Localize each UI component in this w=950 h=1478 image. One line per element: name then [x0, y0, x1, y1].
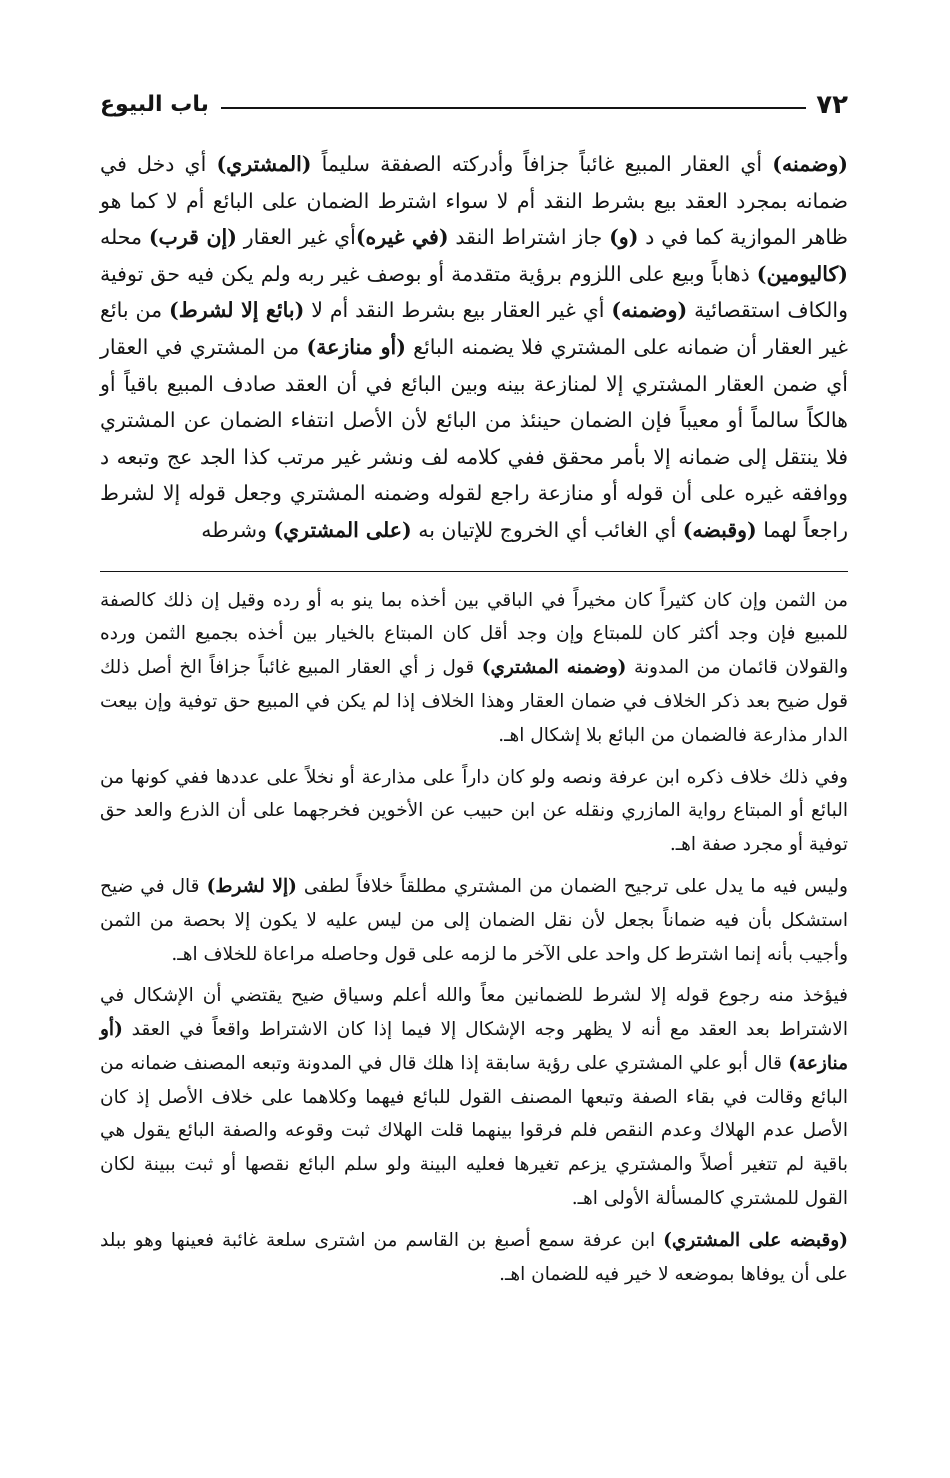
footnotes: [100, 584, 848, 1292]
chapter-title: باب البيوع: [100, 92, 209, 117]
lemma-term: (المشتري): [216, 152, 312, 176]
lemma-term: (في غيره): [355, 225, 449, 250]
lemma-term: (وضمنه): [611, 298, 688, 323]
footnote-paragraph: وفي ذلك خلاف ذكره ابن عرفة ونصه ولو كان داراً على مذارعة أو نخلاً على عددها ففي كونها من البائع أو المبتاع رواية المازري ونقله عن ابن حبيب عن الأخوين فخرجهما على أن الذرع والعد حق توفية أو مجرد صفة اهـ.: [100, 766, 848, 856]
lemma-term: (و): [609, 225, 639, 250]
lemma-term: (بائع إلا لشرط): [169, 298, 305, 323]
footnote-paragraph: وليس فيه ما يدل على ترجيح الضمان من المشتري مطلقاً خلافاً لطفى (إلا لشرط) قال في ضيح استشكل بأن فيه ضماناً بجعل لأن نقل الضمان إلى من ليس عليه لا يكون إلا بحصة من الثمن وأجيب بأنه إنما اشترط كل واحد على الآخر ما لزمه على قول وحاصله مراعاة للخلاف اهـ.: [100, 875, 848, 965]
header-rule: [221, 107, 806, 109]
lemma-term: (إلا لشرط): [206, 875, 297, 897]
lemma-term: (أو منازعة): [306, 334, 406, 359]
main-paragraph: (وضمنه) أي العقار المبيع غائباً جزافاً وأدركته الصفقة سليماً (المشتري) أي دخل في ضمانه بمجرد العقد بيع بشرط النقد أم لا سواء اشترط الضمان على البائع أم لا كما هو ظاهر الموازية كما في د (و) جاز اشتراط النقد (في غيره)أي غير العقار (إن قرب) محله (كاليومين) ذهاباً وبيع على اللزوم برؤية متقدمة أو بوصف غير ربه ولم يكن فيه حق توفية والكاف استقصائية (وضمنه) أي غير العقار بيع بشرط النقد أم لا (بائع إلا لشرط) من بائع غير العقار أن ضمانه على المشتري فلا يضمنه البائع (أو منازعة) من المشتري في العقار أي ضمن العقار المشتري إلا لمنازعة بينه وبين البائع في أن العقد صادف المبيع باقياً أو هالكاً سالماً أو معيباً فإن الضمان حينئذ من البائع لأن الأصل انتفاء الضمان عن المشتري فلا ينتقل إلى ضمانه إلا بأمر محقق ففي كلامه لف ونشر غير مرتب كذا الجد عج وتبعه د ووافقه غيره على أن قوله أو منازعة راجع لقوله وضمنه المشتري وجعل قوله إلا لشرط راجعاً لهما (وقبضه) أي الغائب أي الخروج للإتيان به (على المشتري) وشرطه: [100, 152, 849, 542]
footnote-divider: [100, 571, 848, 572]
footnote-paragraph: من الثمن وإن كان كثيراً كان مخيراً في الباقي بين أخذه بما ينو به أو رده وقيل إن ذلك كالصفة للمبيع فإن وجد أكثر كان للمبتاع وإن وجد أقل كان المبتاع بالخيار بين أخذه بجميع الثمن ورده والقولان قائمان من المدونة (وضمنه المشتري) قول ز أي العقار المبيع غائباً جزافاً الخ أصل ذلك قول ضيح بعد ذكر الخلاف في ضمان العقار وهذا الخلاف إذا لم يكن في المبيع حق توفية وإن بيعت الدار مذارعة فالضمان من البائع بلا إشكال اهـ.: [100, 589, 848, 746]
lemma-term: (وقبضه على المشتري): [663, 1229, 848, 1251]
footnote-paragraph: فيؤخذ منه رجوع قوله إلا لشرط للضمانين معاً والله أعلم وسياق ضيح يقتضي أن الإشكال في الاشتراط بعد العقد مع أنه لا يظهر وجه الإشكال إلا فيما إذا كان الاشتراط واقعاً في العقد (أو منازعة) قال أبو علي المشتري على رؤية سابقة إذا هلك قال في المدونة وتبعه المصنف ضمانه من البائع وقالت في بقاء الصفة وتبعها المصنف القول للبائع فيهما وكلاهما على خلاف الأصل إذ كان الأصل عدم الهلاك وعدم النقص فلم فرقوا بينهما قلت الهلاك ثبت وقوعه والصفة البائع يقول هي باقية لم تتغير أصلاً والمشتري يزعم تغيرها فعليه البينة ولو سلم البائع نقصها أو ثبت ببينة لكان القول للمشتري كالمسألة الأولى اهـ.: [100, 985, 848, 1210]
lemma-term: (وضمنه): [772, 152, 848, 176]
book-page: [100, 86, 848, 1291]
lemma-term: (وقبضه): [682, 517, 757, 542]
main-text: [100, 146, 848, 549]
lemma-term: (على المشتري): [273, 517, 412, 542]
lemma-term: (إن قرب): [148, 225, 237, 250]
lemma-term: (أو منازعة): [100, 1019, 848, 1074]
page-header: [100, 86, 848, 124]
footnote-paragraph: (وقبضه على المشتري) ابن عرفة سمع أصبغ بن القاسم من اشترى سلعة غائبة فعينها وهو ببلد على أن يوفاها بموضعه لا خير فيه للضمان اهـ.: [100, 1229, 848, 1285]
lemma-term: (وضمنه المشتري): [481, 657, 627, 679]
lemma-term: (كاليومين): [756, 261, 848, 286]
page-number: ٧٢: [816, 90, 848, 120]
